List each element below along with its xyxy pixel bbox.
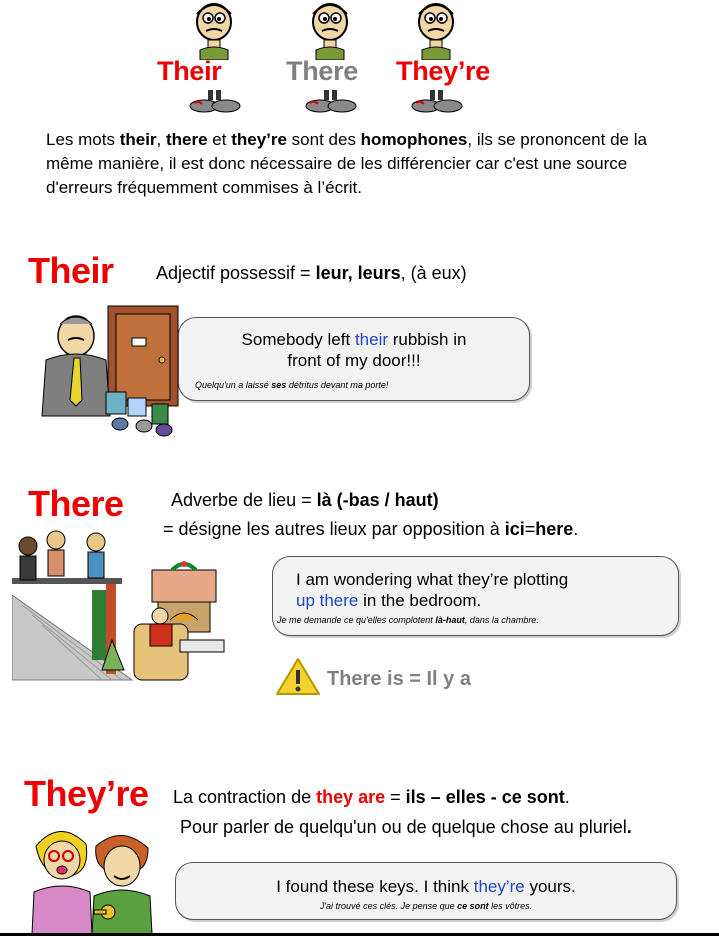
head-theyre-icon [419, 4, 453, 60]
women-keys-illustration [30, 822, 180, 934]
there-speech-bubble: I am wondering what they’re plotting up there in the bedroom. Je me demande ce qu'elles complotent là-haut, dans la chambre. [272, 556, 679, 636]
their-definition: Adjectif possessif = leur, leurs, (à eux) [156, 263, 467, 283]
there-definition-1: Adverbe de lieu = là (-bas / haut) [171, 490, 439, 510]
theyre-definition-1: La contraction de they are = ils – elles - ce sont. [173, 787, 570, 807]
there-definition-2: = désigne les autres lieux par opposition à ici=here. [163, 519, 579, 539]
head-their-icon [197, 4, 231, 60]
header-word-there: There [286, 56, 359, 86]
house-staircase-illustration [12, 520, 242, 695]
there-is-note: There is = Il y a [327, 668, 471, 690]
header-word-theyre: They’re [396, 56, 490, 86]
feet-theyre-icon [412, 90, 462, 112]
feet-there-icon [306, 90, 356, 112]
theyre-definition-2: Pour parler de quelqu'un ou de quelque chose au pluriel. [180, 817, 632, 837]
intro-paragraph: Les mots their, there et they’re sont des homophones, ils se prononcent de la même manière, il est donc nécessaire de les différencier car c'est une source d'erreurs fréquemment commises à l’écrit. [46, 130, 647, 197]
there-title: There [28, 483, 124, 524]
feet-their-icon [190, 90, 240, 112]
their-speech-bubble: Somebody left their rubbish in front of my door!!! Quelqu'un a laissé ses détritus devant ma porte! [178, 317, 530, 401]
angry-man-rubbish-illustration [36, 300, 186, 440]
warning-icon [274, 656, 322, 698]
header-word-their: Their [157, 56, 222, 86]
cartoon-heads-illustration [150, 0, 520, 60]
cartoon-feet-illustration [150, 90, 520, 116]
theyre-speech-bubble: I found these keys. I think they’re yours. J'ai trouvé ces clés. Je pense que ce sont les vôtres. [175, 862, 677, 920]
their-title: Their [28, 250, 114, 291]
head-there-icon [313, 4, 347, 60]
theyre-title: They’re [24, 773, 149, 814]
